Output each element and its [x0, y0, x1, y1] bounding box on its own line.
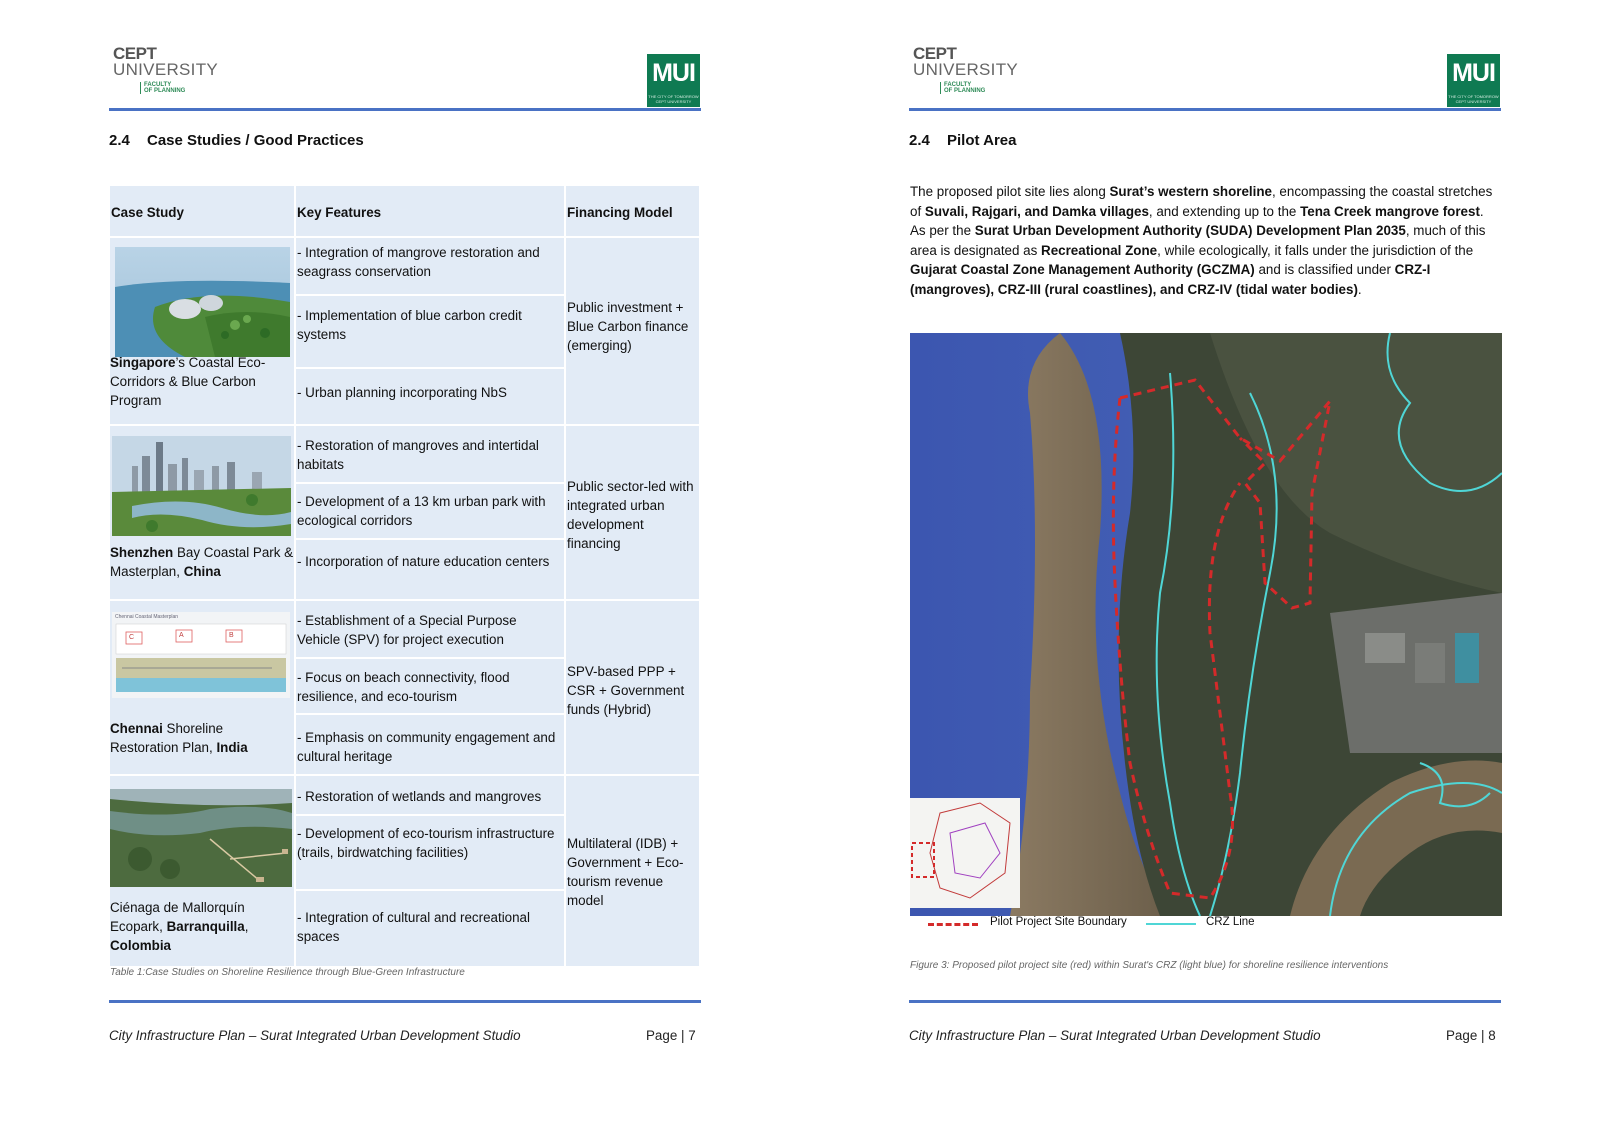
- case-barranquilla: Ciénaga de Mallorquín Ecopark, Barranquilla, Colombia: [110, 900, 249, 953]
- figure-caption: Figure 3: Proposed pilot project site (red) within Surat's CRZ (light blue) for shoreline resilience interventions: [910, 960, 1389, 971]
- page-number: Page | 7: [646, 1028, 696, 1043]
- header-key-features: Key Features: [297, 205, 382, 220]
- pilot-site-map: [910, 333, 1502, 916]
- case-shenzhen: Shenzhen Bay Coastal Park & Masterplan, China: [110, 545, 294, 579]
- chennai-masterplan-image: Chennai Coastal Masterplan C A B: [112, 612, 290, 698]
- header-financing-model: Financing Model: [567, 205, 673, 220]
- footer-text: City Infrastructure Plan – Surat Integrated Urban Development Studio: [909, 1028, 1321, 1043]
- footer-text: City Infrastructure Plan – Surat Integrated Urban Development Studio: [109, 1028, 521, 1043]
- table-caption: Table 1:Case Studies on Shoreline Resilience through Blue-Green Infrastructure: [110, 967, 465, 978]
- cept-university-logo: CEPT UNIVERSITY FACULTY OF PLANNING: [913, 44, 1019, 94]
- crz-legend-swatch: [1146, 923, 1196, 925]
- boundary-legend-swatch: [928, 923, 978, 926]
- footer-rule: [109, 1000, 701, 1003]
- singapore-photo: [115, 247, 290, 357]
- case-singapore: Singapore’s Coastal Eco-Corridors & Blue Carbon Program: [110, 355, 266, 408]
- shenzhen-photo: [112, 436, 291, 536]
- page-number: Page | 8: [1446, 1028, 1496, 1043]
- cept-university-logo: CEPT UNIVERSITY FACULTY OF PLANNING: [113, 44, 219, 94]
- page-8: CEPT UNIVERSITY FACULTY OF PLANNING MUI THE CITY OF TOMORROW CEPT UNIVERSITY 2.4 Pilot Area The proposed pilot site lies along Surat’s western shoreline, encompassing the coastal stretches of Suvali, Rajgari, and Damka villages, and extending up to the Tena Creek mangrove forest. As per the Surat Urban Development Authority (SUDA) Development Plan 2035, much of this area is designated as Recreational Zone, while ecologically, it falls under the jurisdiction of the Gujarat Coastal Zone Management Authority (GCZMA) and is classified under CRZ-I (mangroves), CRZ-III (rural coastlines), and CRZ-IV (tidal water bodies). Pilot Project Site Boundary CRZ Line Figure 3: Proposed pilot project site (red) within Surat's CRZ (light blue) for shoreline resilience interventions City Infrastructure Plan – Surat Integrated Urban Development Studio Page | 8: [800, 0, 1600, 1133]
- header-rule: [109, 108, 701, 111]
- mui-logo: MUI THE CITY OF TOMORROW CEPT UNIVERSITY: [1447, 54, 1500, 107]
- section-heading: 2.4 Case Studies / Good Practices: [109, 132, 364, 149]
- mallorquin-ecopark-photo: [110, 789, 292, 887]
- mui-logo: MUI THE CITY OF TOMORROW CEPT UNIVERSITY: [647, 54, 700, 107]
- footer-rule: [909, 1000, 1501, 1003]
- case-studies-table: Case Study Key Features Financing Model Singapore’s Coastal Eco-Corridors & Blue Carbon Program - Integration of mangrove restoration and seagrass conservation - Implementation of blue carbon credit systems - Urban planning incorporating NbS Public investment + Blue Carbon finance (emerging) Shenzhen Bay Coastal Park & Masterplan, China - Restoration of mangroves and intertidal habitats - Development of a 13 km urban park with ecological corridors - Incorporation of nature education centers Public sector-led with integrated urban development financing Chennai Coastal Masterplan C A B Chennai Shoreline Restoration Plan, India - Establishment of a Special Purpose Vehicle (SPV) for project execution - Focus on beach connectivity, flood resilience, and eco-tourism - Emphasis on community engagement and cultural heritage SPV-based PPP + CSR + Government funds (Hybrid) Ciénaga de Mallorquín Ecopark, Barranquilla, Colombia - Restoration of wetlands and mangroves - Development of eco-tourism infrastructure (trails, birdwatching facilities) - Integration of cultural and recreational spaces Multilateral (IDB) + Government + Eco-tourism revenue model: [110, 186, 699, 966]
- pilot-area-paragraph: The proposed pilot site lies along Surat’s western shoreline, encompassing the coastal stretches of Suvali, Rajgari, and Damka villages, and extending up to the Tena Creek mangrove forest. As per the Surat Urban Development Authority (SUDA) Development Plan 2035, much of this area is designated as Recreational Zone, while ecologically, it falls under the jurisdiction of the Gujarat Coastal Zone Management Authority (GCZMA) and is classified under CRZ-I (mangroves), CRZ-III (rural coastlines), and CRZ-IV (tidal water bodies).: [910, 184, 1493, 297]
- case-chennai: Chennai Shoreline Restoration Plan, India: [110, 721, 248, 755]
- header-rule: [909, 108, 1501, 111]
- header-case-study: Case Study: [111, 205, 184, 220]
- section-heading: 2.4 Pilot Area: [909, 132, 1017, 149]
